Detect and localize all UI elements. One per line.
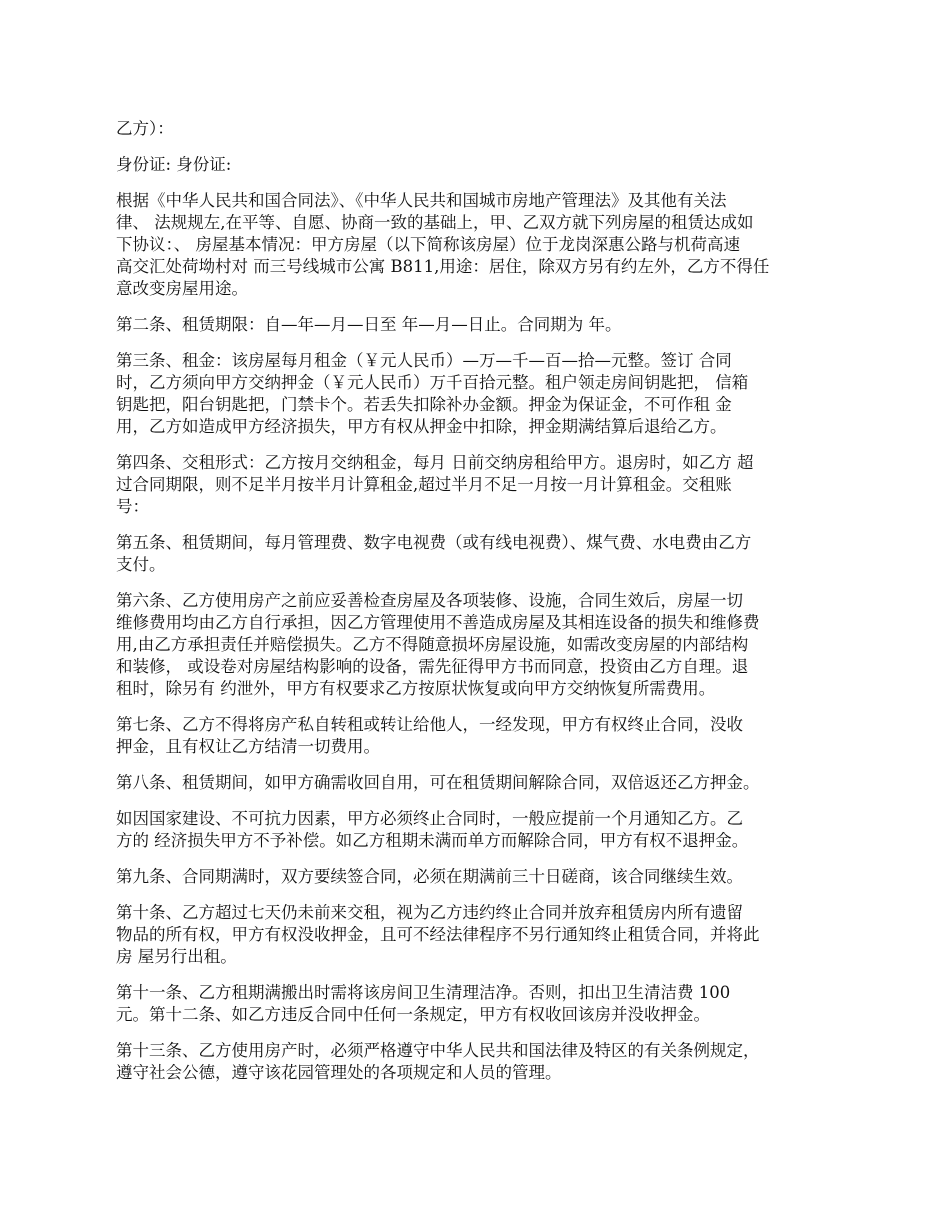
article-2-lease-term: 第二条、租赁期限：自—年—月—日至 年—月—日止。合同期为 年。: [116, 315, 622, 334]
article-3-rent: 第三条、租金：该房屋每月租金（￥元人民币）—万—千—百—拾—元整。签订 合同 时，乙方须向甲方交纳押金（￥元人民币）万千百拾元整。租户领走房间钥匙把， 信箱 钥匙把，阳台钥匙把，门禁卡个。若丢失扣除补办金额。押金为保证金，不可作租 金 用，乙方如造成甲方经济损失，甲方有权从押金中扣除，押金期满结算后退给乙方。: [116, 351, 749, 436]
article-5-fees: 第五条、租赁期间，每月管理费、数字电视费（或有线电视费）、煤气费、水电费由乙方 支付。: [116, 533, 752, 574]
document-body: [116, 118, 838, 1098]
article-10-default: 第十条、乙方超过七天仍未前来交租，视为乙方违约终止合同并放弃租赁房内所有遗留 物品的所有权，甲方有权没收押金，且可不经法律程序不另行通知终止租赁合同，并将此 房 屋另行出租。: [116, 903, 760, 966]
article-8-termination: 第八条、租赁期间，如甲方确需收回自用，可在租赁期间解除合同，双倍返还乙方押金。: [116, 773, 760, 792]
preamble-paragraph: 根据《中华人民共和国合同法》、《中华人民共和国城市房地产管理法》及其他有关法 律、 法规规左,在平等、自愿、协商一致的基础上，甲、乙双方就下列房屋的租赁达成如 下协议：、 房屋基本情况：甲方房屋（以下简称该房屋）位于龙岗深惠公路与机荷高速 高交汇处荷坳村对 而三号线城市公寓 B811,用途：居住，除双方另有约左外，乙方不得任 意改变房屋用途。: [116, 191, 770, 298]
party-b-label: 乙方）：: [116, 119, 174, 138]
article-7-sublease: 第七条、乙方不得将房产私自转租或转让给他人，一经发现，甲方有权终止合同，没收 押金，且有权让乙方结清一切费用。: [116, 715, 743, 756]
id-card-line: 身份证: 身份证:: [116, 155, 232, 174]
article-9-renewal: 第九条、合同期满时，双方要续签合同，必须在期满前三十日磋商，该合同继续生效。: [116, 867, 743, 886]
article-8-force-majeure: 如因国家建设、不可抗力因素，甲方必须终止合同时，一般应提前一个月通知乙方。乙 方的 经济损失甲方不予补偿。如乙方租期未满而单方而解除合同，甲方有权不退押金。: [116, 809, 749, 850]
article-13-compliance: 第十三条、乙方使用房产时，必须严格遵守中华人民共和国法律及特区的有关条例规定， 遵守社会公德，遵守该花园管理处的各项规定和人员的管理。: [116, 1041, 760, 1082]
article-4-payment: 第四条、交租形式：乙方按月交纳租金，每月 日前交纳房租给甲方。退房时，如乙方 超 过合同期限，则不足半月按半月计算租金,超过半月不足一月按一月计算租金。交租账 号：: [116, 453, 754, 516]
article-11-12-cleaning: 第十一条、乙方租期满搬出时需将该房间卫生清理洁净。否则，扣出卫生清洁费 100 元。第十二条、如乙方违反合同中任何一条规定，甲方有权收回该房并没收押金。: [116, 983, 731, 1024]
article-6-maintenance: 第六条、乙方使用房产之前应妥善检查房屋及各项装修、设施，合同生效后，房屋一切 维修费用均由乙方自行承担，因乙方管理使用不善造成房屋及其相连设备的损失和维修费 用,由乙方承担责任并赔偿损失。乙方不得随意损坏房屋设施，如需改变房屋的内部结构 和装修， 或设卷对房屋结构影响的设备，需先征得甲方书而同意，投资由乙方自理。退 租时，除另有 约泄外，甲方有权要求乙方按原状恢复或向甲方交纳恢复所需费用。: [116, 591, 760, 698]
